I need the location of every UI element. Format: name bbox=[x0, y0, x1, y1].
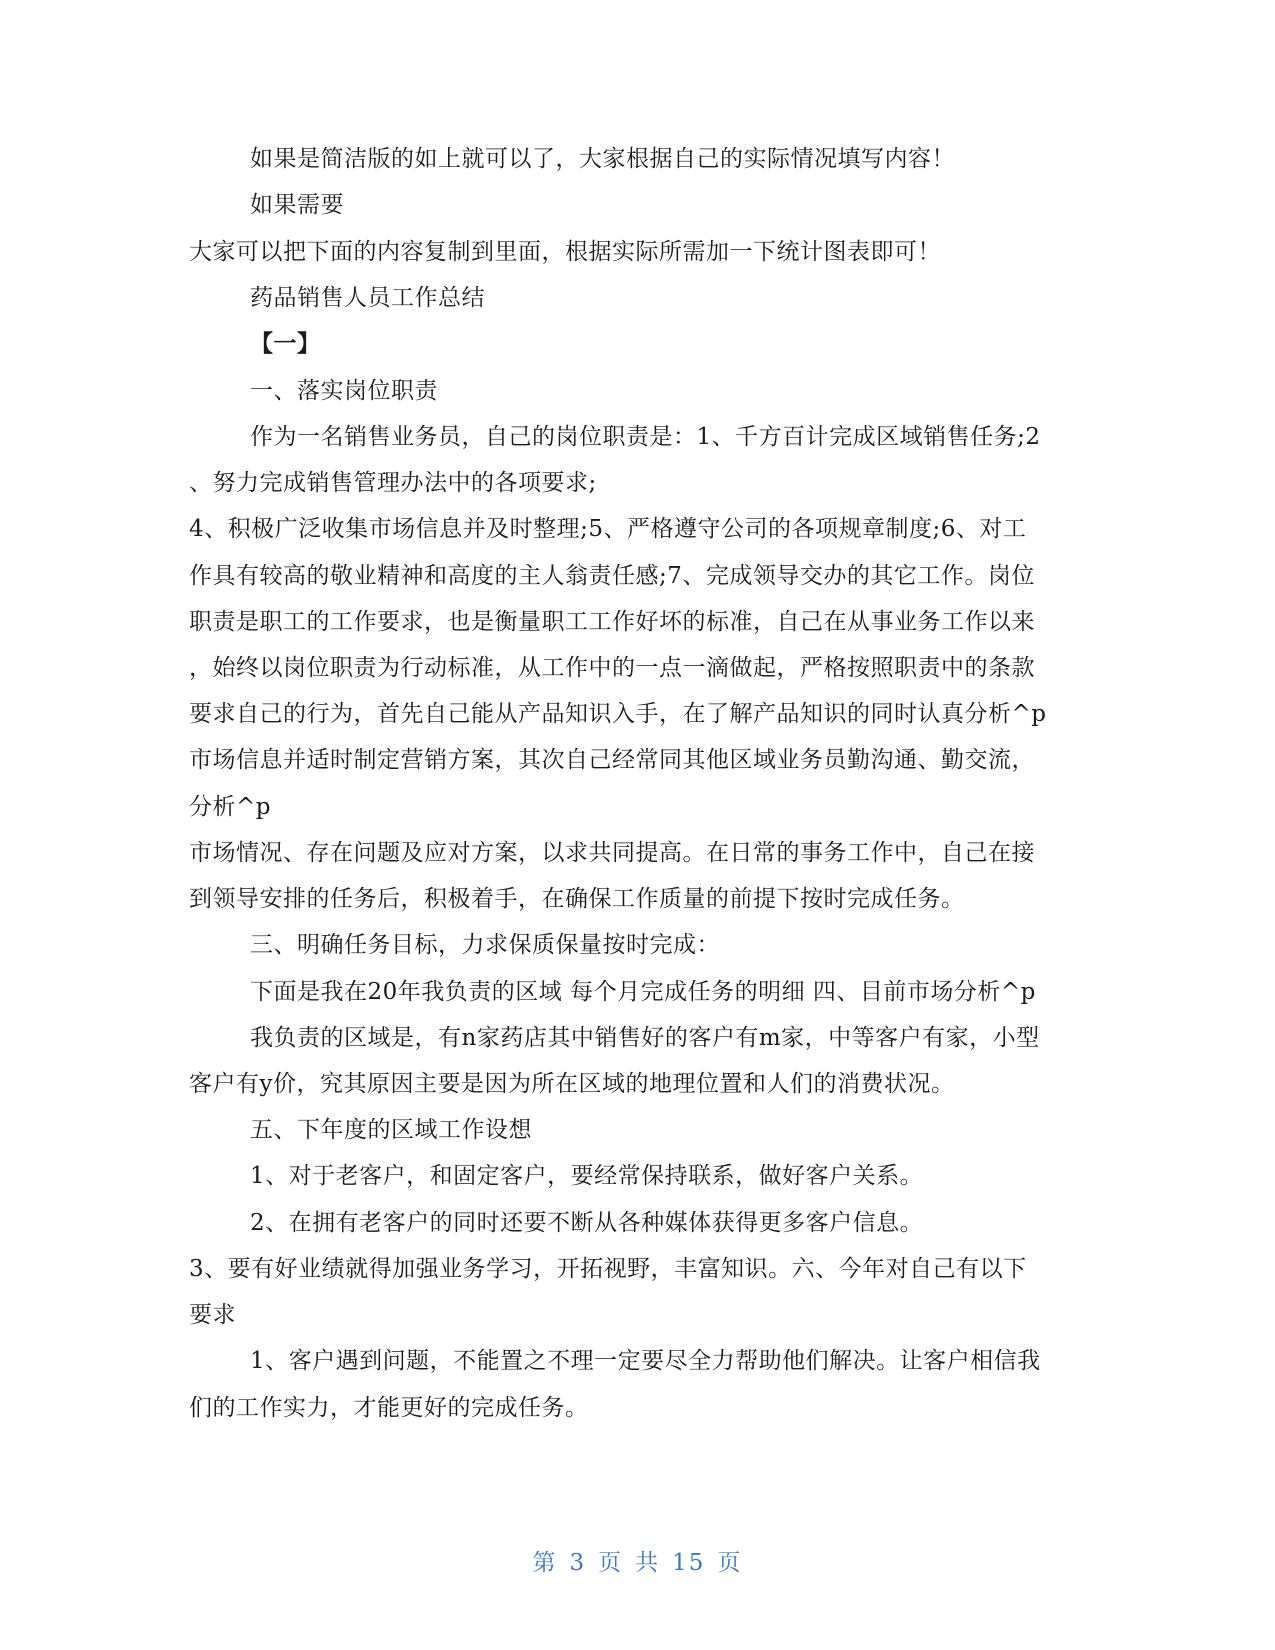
list-item: 3、要有好业绩就得加强业务学习，开拓视野，丰富知识。六、今年对自己有以下 bbox=[189, 1256, 1027, 1282]
paragraph-line: 大家可以把下面的内容复制到里面，根据实际所需加一下统计图表即可！ bbox=[189, 239, 941, 265]
footer-suffix: 页 bbox=[717, 1550, 743, 1576]
paragraph-line: 如果需要 bbox=[250, 192, 344, 218]
paragraph-line: 职责是职工的工作要求，也是衡量职工工作好坏的标准，自己在从事业务工作以来 bbox=[189, 609, 1035, 635]
paragraph-line: 作具有较高的敬业精神和高度的主人翁责任感;7、完成领导交办的其它工作。岗位 bbox=[189, 563, 1035, 589]
footer-prefix: 第 bbox=[532, 1550, 558, 1576]
paragraph-line: 市场情况、存在问题及应对方案，以求共同提高。在日常的事务工作中，自己在接 bbox=[189, 840, 1035, 866]
paragraph-line: 分析^p bbox=[189, 794, 271, 820]
paragraph-line: 客户有y价，究其原因主要是因为所在区域的地理位置和人们的消费状况。 bbox=[189, 1071, 955, 1097]
paragraph-line: 如果是简洁版的如上就可以了，大家根据自己的实际情况填写内容！ bbox=[250, 146, 955, 172]
list-item: 1、对于老客户，和固定客户，要经常保持联系，做好客户关系。 bbox=[250, 1163, 924, 1189]
list-item: 1、客户遇到问题，不能置之不理一定要尽全力帮助他们解决。让客户相信我 bbox=[250, 1348, 1041, 1374]
paragraph-line: 市场信息并适时制定营销方案，其次自己经常同其他区域业务员勤沟通、勤交流， bbox=[189, 747, 1035, 773]
section-heading: 五、下年度的区域工作设想 bbox=[250, 1117, 532, 1143]
current-page-number: 3 bbox=[569, 1550, 587, 1576]
paragraph-line: 要求自己的行为，首先自己能从产品知识入手，在了解产品知识的同时认真分析^p bbox=[189, 701, 1047, 727]
section-heading: 一、落实岗位职责 bbox=[250, 378, 438, 404]
list-item: 2、在拥有老客户的同时还要不断从各种媒体获得更多客户信息。 bbox=[250, 1210, 924, 1236]
paragraph-line: 下面是我在20年我负责的区域 每个月完成任务的明细 四、目前市场分析^p bbox=[250, 979, 1036, 1005]
paragraph-line: 4、积极广泛收集市场信息并及时整理;5、严格遵守公司的各项规章制度;6、对工 bbox=[189, 516, 1027, 542]
paragraph-line: ，始终以岗位职责为行动标准，从工作中的一点一滴做起，严格按照职责中的条款 bbox=[189, 655, 1035, 681]
section-title: 药品销售人员工作总结 bbox=[250, 285, 485, 311]
paragraph-line: 们的工作实力，才能更好的完成任务。 bbox=[189, 1395, 589, 1421]
paragraph-line: 要求 bbox=[189, 1302, 236, 1328]
paragraph-line: 作为一名销售业务员，自己的岗位职责是：1、千方百计完成区域销售任务;2 bbox=[250, 424, 1041, 450]
section-number: 【一】 bbox=[250, 330, 321, 357]
page-footer bbox=[0, 1548, 1275, 1578]
section-heading: 三、明确任务目标，力求保质保量按时完成： bbox=[250, 932, 720, 958]
total-pages-number: 15 bbox=[672, 1550, 706, 1576]
paragraph-line: 到领导安排的任务后，积极着手，在确保工作质量的前提下按时完成任务。 bbox=[189, 886, 965, 912]
footer-total-label: 共 bbox=[635, 1550, 661, 1576]
paragraph-line: 我负责的区域是，有n家药店其中销售好的客户有m家，中等客户有家，小型 bbox=[250, 1025, 1040, 1051]
paragraph-line: 、努力完成销售管理办法中的各项要求; bbox=[189, 470, 597, 496]
footer-page-label: 页 bbox=[598, 1550, 624, 1576]
